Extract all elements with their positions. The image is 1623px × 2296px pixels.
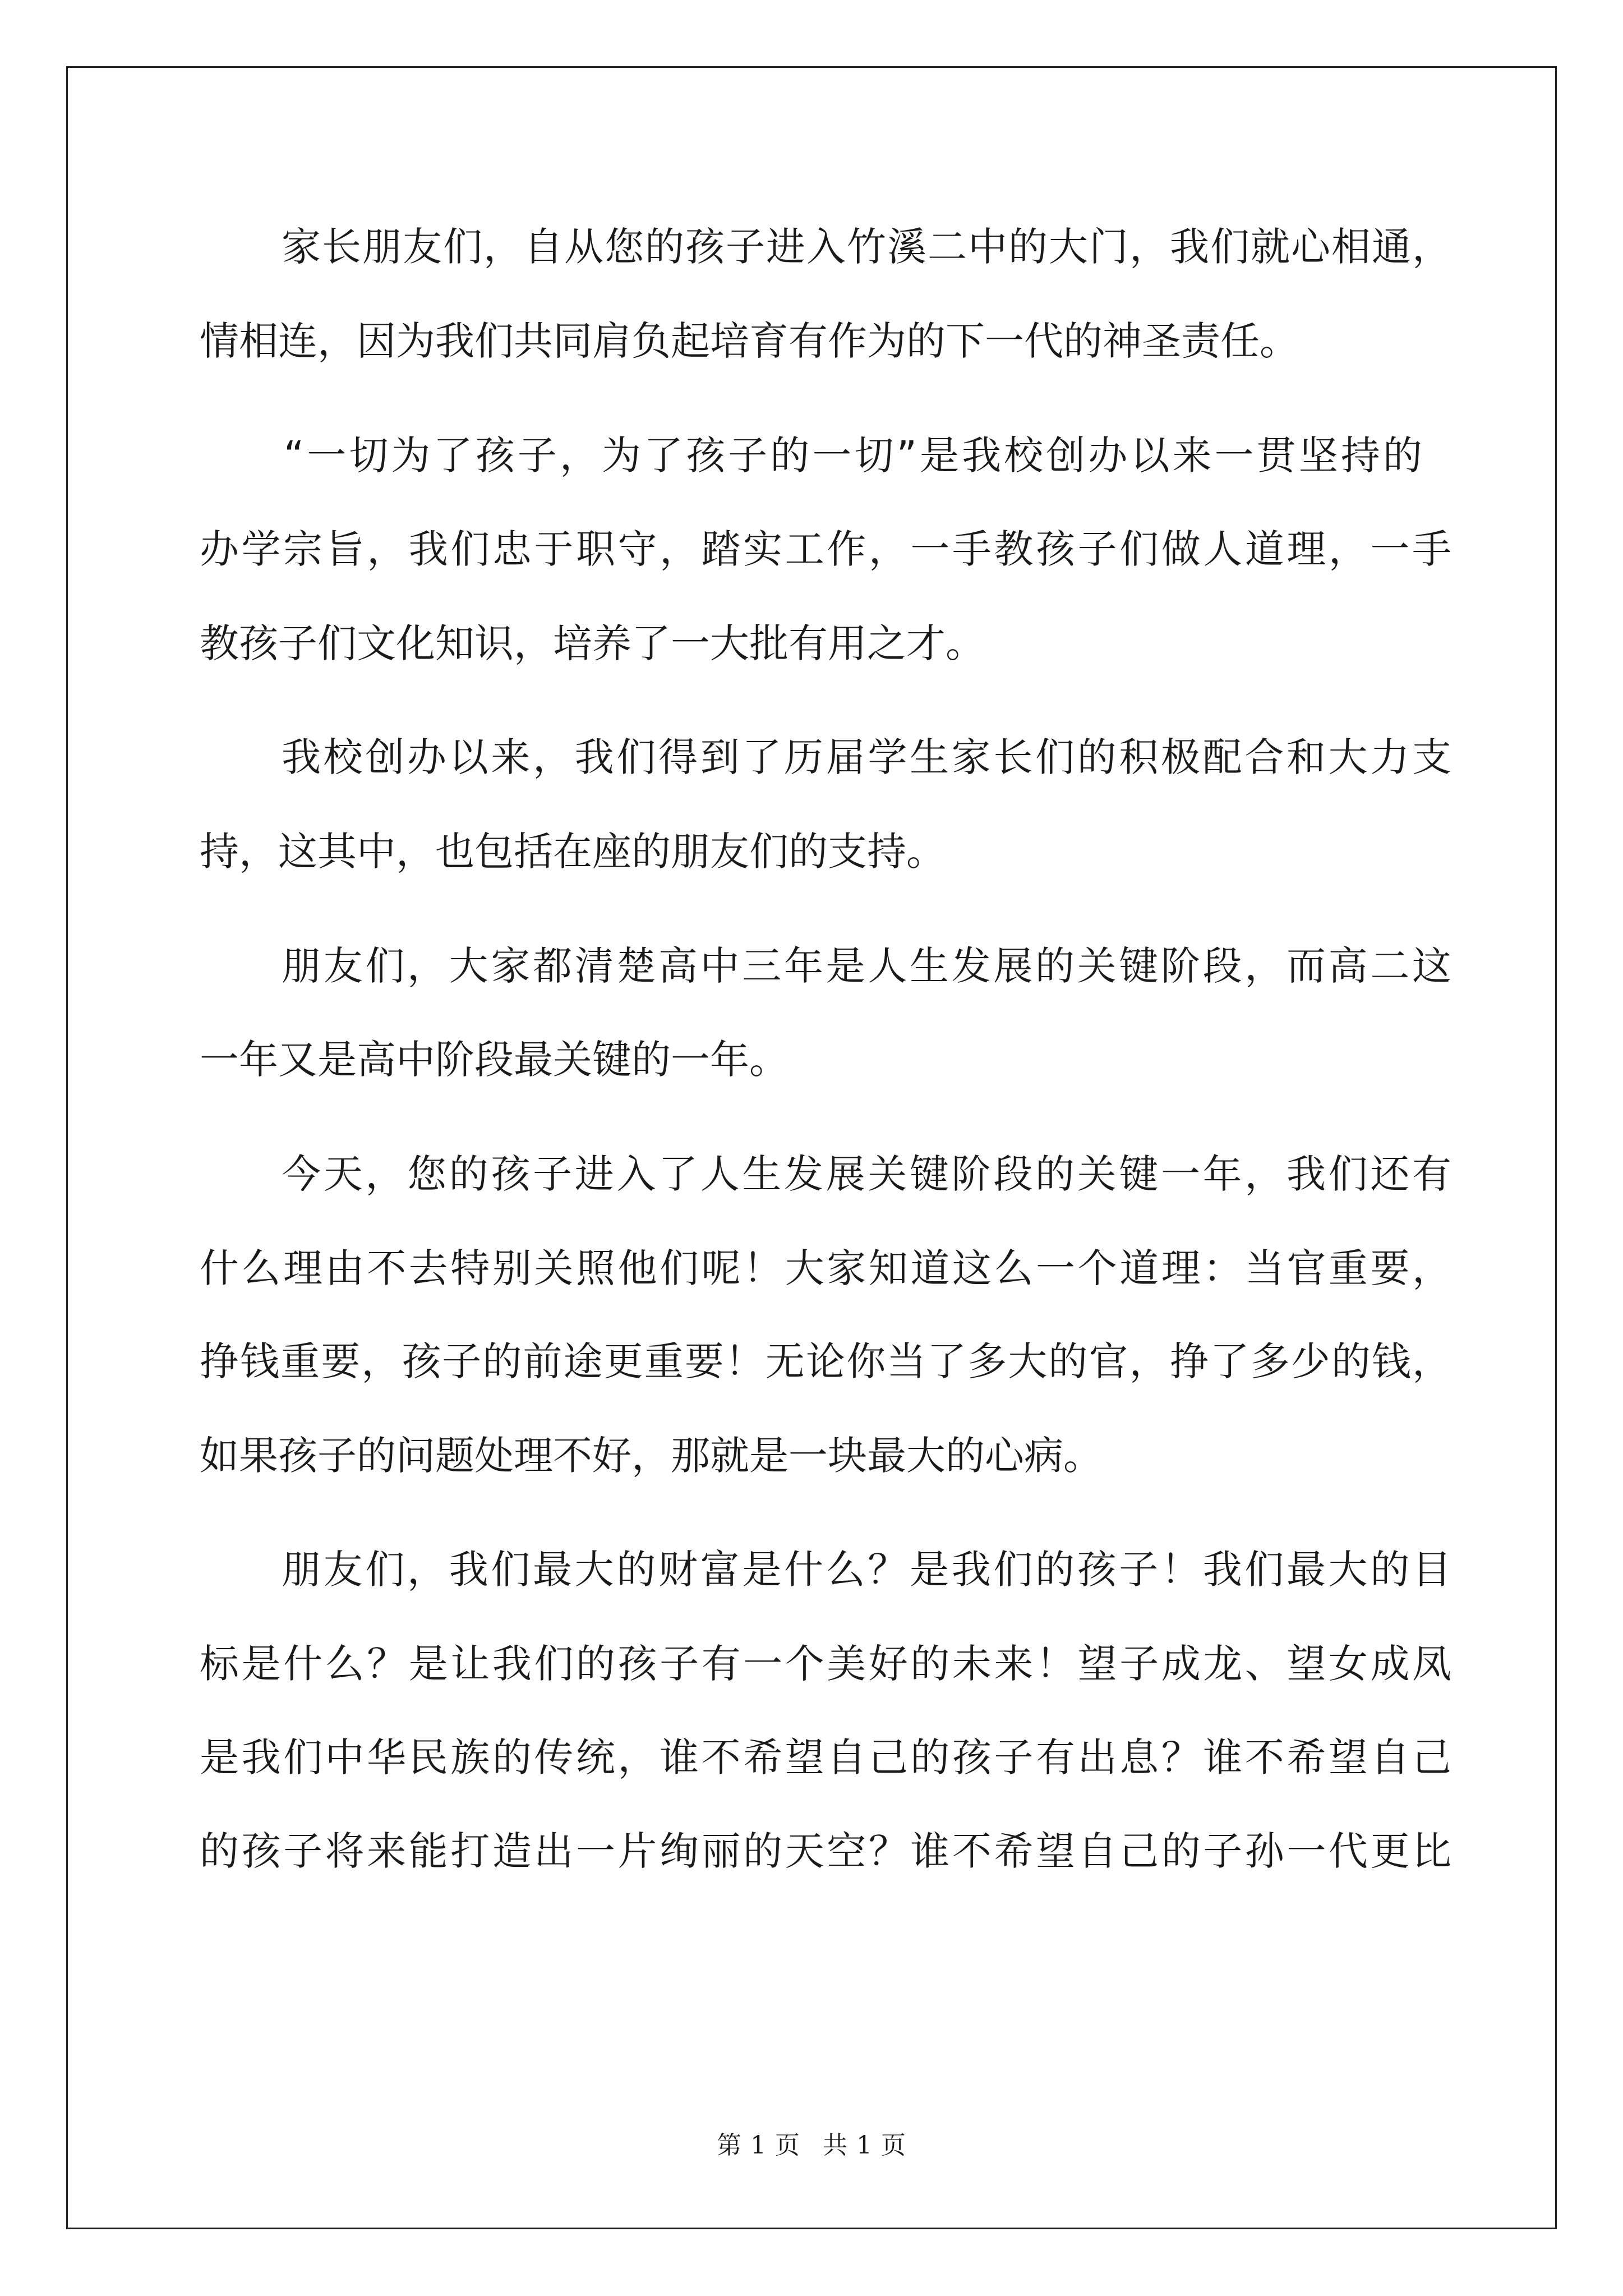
- page-total: 共 1 页: [823, 2131, 906, 2160]
- text-line: 持，这其中，也包括在座的朋友们的支持。: [200, 829, 946, 875]
- text-line: 情相连，因为我们共同肩负起培育有作为的下一代的神圣责任。: [200, 318, 1299, 364]
- text-line: 教孩子们文化知识，培养了一大批有用之才。: [200, 620, 985, 666]
- text-line: 我校创办以来，我们得到了历届学生家长们的积极配合和大力支: [282, 734, 1451, 780]
- text-line: 是我们中华民族的传统，谁不希望自己的孩子有出息？谁不希望自己: [200, 1734, 1451, 1780]
- text-line: “一切为了孩子，为了孩子的一切”是我校创办以来一贯坚持的: [284, 432, 1422, 478]
- text-line: 朋友们，大家都清楚高中三年是人生发展的关键阶段，而高二这: [282, 943, 1451, 989]
- text-line: 一年又是高中阶段最关键的一年。: [200, 1037, 789, 1083]
- text-line: 挣钱重要，孩子的前途更重要！无论你当了多大的官，挣了多少的钱，: [200, 1338, 1451, 1384]
- text-line: 今天，您的孩子进入了人生发展关键阶段的关键一年，我们还有: [282, 1151, 1451, 1197]
- text-line: 家长朋友们，自从您的孩子进入竹溪二中的大门，我们就心相通，: [282, 224, 1451, 270]
- text-line: 朋友们，我们最大的财富是什么？是我们的孩子！我们最大的目: [282, 1547, 1451, 1593]
- text-line: 什么理由不去特别关照他们呢！大家知道这么一个道理：当官重要，: [200, 1245, 1451, 1291]
- text-line: 标是什么？是让我们的孩子有一个美好的未来！望子成龙、望女成凤: [200, 1641, 1451, 1687]
- text-line: 如果孩子的问题处理不好，那就是一块最大的心病。: [200, 1433, 1103, 1479]
- text-line: 的孩子将来能打造出一片绚丽的天空？谁不希望自己的子孙一代更比: [200, 1828, 1451, 1874]
- page-number: 第 1 页: [717, 2131, 800, 2160]
- text-line: 办学宗旨，我们忠于职守，踏实工作，一手教孩子们做人道理，一手: [200, 526, 1451, 572]
- page-footer: [0, 2125, 1623, 2161]
